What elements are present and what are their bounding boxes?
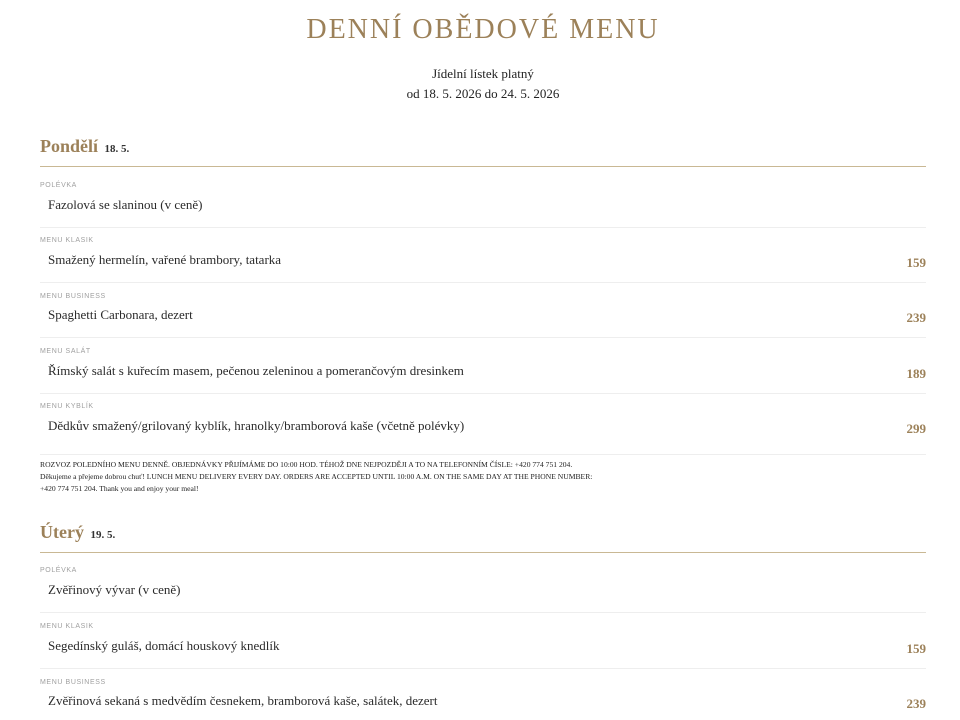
delivery-note <box>40 459 926 495</box>
item-category: MENU KLASIK <box>40 623 94 630</box>
item-divider <box>40 227 926 228</box>
item-dish: Dědkův smažený/grilovaný kyblík, hranolky/bramborová kaše (včetně polévky) <box>48 418 465 433</box>
item-dish: Spaghetti Carbonara, dezert <box>48 307 193 322</box>
item-dish: Římský salát s kuřecím masem, pečenou zeleninou a pomerančovým dresinkem <box>48 363 464 378</box>
day-name: Úterý <box>40 522 84 542</box>
day-heading-tuesday <box>40 522 926 543</box>
item-category: MENU BUSINESS <box>40 679 106 686</box>
item-divider <box>40 282 926 283</box>
item-category: POLÉVKA <box>40 567 77 574</box>
validity-label: Jídelní lístek platný <box>432 66 534 81</box>
delivery-note-line: ROZVOZ POLEDNÍHO MENU DENNĚ. OBJEDNÁVKY PŘIJÍMÁME DO 10:00 HOD. TÉHOŽ DNE NEJPOZDĚJI A TO NA TELEFONNÍM ČÍSLE: +420 774 751 204. <box>40 460 573 469</box>
item-divider <box>40 337 926 338</box>
day-date: 19. 5. <box>90 529 116 541</box>
day-date: 18. 5. <box>104 143 130 155</box>
item-price: 159 <box>906 255 926 270</box>
validity-dates: od 18. 5. 2026 do 24. 5. 2026 <box>406 86 560 101</box>
item-price: 159 <box>906 641 926 656</box>
item-dish: Smažený hermelín, vařené brambory, tatarka <box>48 252 282 267</box>
delivery-note-line: +420 774 751 204. Thank you and enjoy your meal! <box>40 484 199 493</box>
delivery-note-line: Děkujeme a přejeme dobrou chuť! LUNCH MENU DELIVERY EVERY DAY. ORDERS ARE ACCEPTED UNTIL 10:00 A.M. ON THE SAME DAY AT THE PHONE NUMBER: <box>40 472 593 481</box>
validity-info <box>40 64 926 104</box>
item-divider <box>40 668 926 669</box>
item-divider <box>40 454 926 455</box>
item-category: MENU SALÁT <box>40 348 91 355</box>
day-name: Pondělí <box>40 136 99 156</box>
item-price: 299 <box>906 421 926 436</box>
day-divider <box>40 166 926 167</box>
item-dish: Zvěřinová sekaná s medvědím česnekem, bramborová kaše, salátek, dezert <box>48 693 438 708</box>
item-dish: Fazolová se slaninou (v ceně) <box>48 197 203 212</box>
item-divider <box>40 612 926 613</box>
item-dish: Zvěřinový vývar (v ceně) <box>48 582 181 597</box>
item-price: 239 <box>906 696 926 711</box>
item-category: MENU KYBLÍK <box>40 403 94 410</box>
item-dish: Segedínský guláš, domácí houskový knedlík <box>48 638 280 653</box>
item-category: MENU KLASIK <box>40 237 94 244</box>
day-heading-monday <box>40 136 926 157</box>
item-category: MENU BUSINESS <box>40 293 106 300</box>
page-title: DENNÍ OBĚDOVÉ MENU <box>306 14 660 45</box>
item-price: 189 <box>906 366 926 381</box>
item-price: 239 <box>906 310 926 325</box>
item-category: POLÉVKA <box>40 182 77 189</box>
day-divider <box>40 552 926 553</box>
item-divider <box>40 393 926 394</box>
